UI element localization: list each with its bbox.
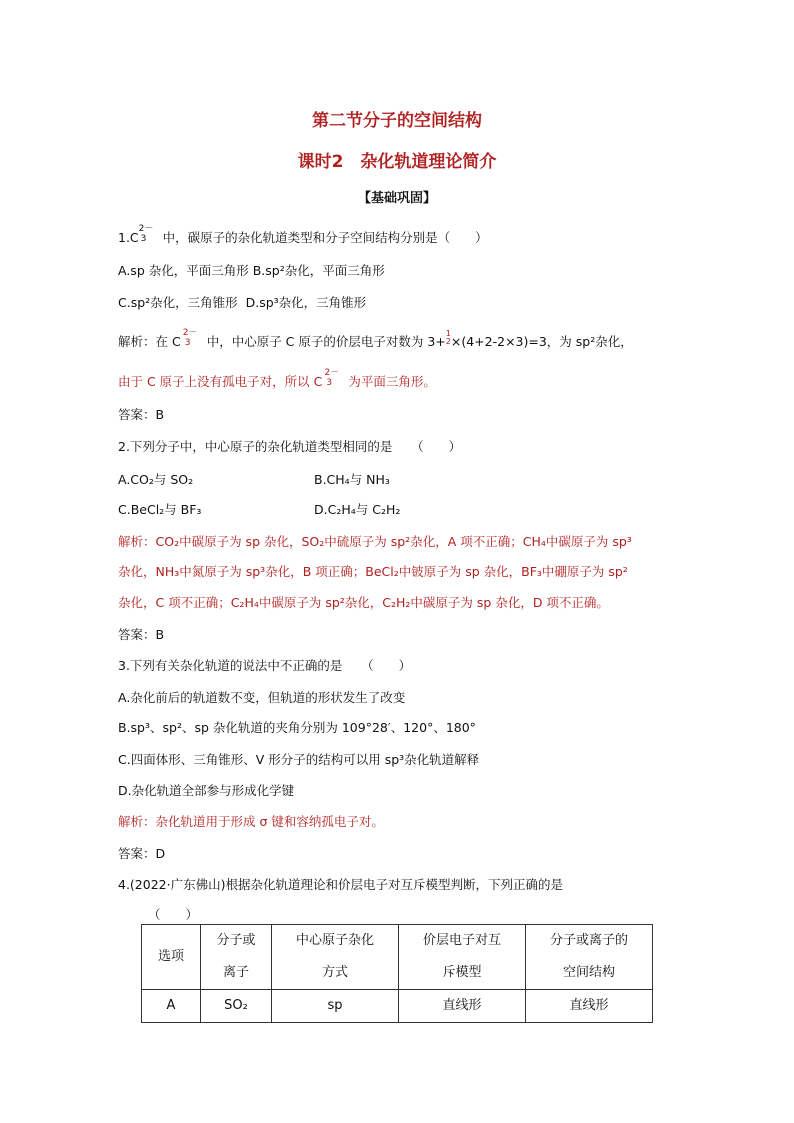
q2-option-a: A.CO₂与 SO₂ [118, 472, 194, 487]
table-row [142, 990, 653, 1023]
q3-answer: 答案：D [118, 846, 166, 861]
lesson-subtitle: 课时2 杂化轨道理论简介 [297, 152, 497, 172]
q2-stem: 2.下列分子中，中心原子的杂化轨道类型相同的是 （ ） [118, 439, 462, 454]
table-header-row [142, 925, 653, 990]
q1-stem: 1.C 2－ 3 中，碳原子的杂化轨道类型和分子空间结构分别是（ ） [118, 224, 488, 245]
q2-analysis-line1: 解析：CO₂中碳原子为 sp 杂化，SO₂中硫原子为 sp²杂化，A 项不正确；CH₄中碳原子为 sp³ [118, 534, 632, 549]
table-cell: A [142, 990, 201, 1023]
table-cell: 直线形 [526, 990, 653, 1023]
section-heading: 【基础巩固】 [357, 191, 436, 206]
table-cell: SO₂ [201, 990, 272, 1023]
table-header-cell: 分子或离子的 空间结构 [526, 925, 653, 990]
q1-option-c: C.sp²杂化，三角锥形 [118, 295, 238, 310]
q3-stem: 3.下列有关杂化轨道的说法中不正确的是 （ ） [118, 658, 412, 673]
q3-option-a: A.杂化前后的轨道数不变，但轨道的形状发生了改变 [118, 690, 406, 705]
carbonate-formula: 2－ 3 [182, 328, 198, 348]
q1-options-cd [118, 293, 366, 311]
q2-answer: 答案：B [118, 627, 165, 642]
q1-analysis-line2: 由于 C 原子上没有孤电子对，所以 C 2－ 3 为平面三角形。 [118, 368, 436, 389]
q1-option-d: D.sp³杂化，三角锥形 [245, 295, 367, 310]
q3-analysis: 解析：杂化轨道用于形成 σ 键和容纳孤电子对。 [118, 814, 384, 829]
q2-option-b: B.CH₄与 NH₃ [314, 472, 390, 487]
q4-answer-blank: （ ） [148, 907, 199, 922]
q1-answer: 答案：B [118, 407, 165, 422]
q3-option-b: B.sp³、sp²、sp 杂化轨道的夹角分别为 109°28′、120°、180° [118, 720, 476, 735]
carbonate-formula: 2－ 3 [324, 368, 340, 388]
carbonate-formula: 2－ 3 [138, 224, 154, 244]
page-title: 第二节分子的空间结构 [312, 111, 482, 131]
table-cell: 直线形 [399, 990, 526, 1023]
table-header-cell: 分子或 离子 [201, 925, 272, 990]
table-header-cell: 选项 [142, 925, 201, 990]
q2-option-c: C.BeCl₂与 BF₃ [118, 502, 202, 517]
q3-option-c: C.四面体形、三角锥形、V 形分子的结构可以用 sp³杂化轨道解释 [118, 752, 480, 767]
fraction-one-half: 1 2 [445, 329, 451, 346]
q1-option-b: B.sp²杂化，平面三角形 [252, 263, 385, 278]
table-cell: sp [272, 990, 399, 1023]
q2-analysis-line3: 杂化，C 项不正确；C₂H₄中碳原子为 sp²杂化，C₂H₂中碳原子为 sp 杂化，D 项不正确。 [118, 595, 609, 610]
table-header-cell: 价层电子对互 斥模型 [399, 925, 526, 990]
q1-option-a: A.sp 杂化，平面三角形 [118, 263, 249, 278]
q2-analysis-line2: 杂化，NH₃中氮原子为 sp³杂化，B 项正确；BeCl₂中铍原子为 sp 杂化，BF₃中硼原子为 sp² [118, 564, 628, 579]
q1-analysis-line1: 解析：在 C 2－ 3 中，中心原子 C 原子的价层电子对数为 3+1 2×(4+2-2×3)=3，为 sp²杂化， [118, 328, 633, 349]
q2-option-d: D.C₂H₄与 C₂H₂ [314, 502, 401, 517]
q4-table [141, 924, 653, 1023]
q4-stem: 4.(2022·广东佛山)根据杂化轨道理论和价层电子对互斥模型判断，下列正确的是 [118, 877, 563, 892]
q3-option-d: D.杂化轨道全部参与形成化学键 [118, 783, 295, 798]
table-header-cell: 中心原子杂化 方式 [272, 925, 399, 990]
q1-options-ab [118, 261, 385, 279]
